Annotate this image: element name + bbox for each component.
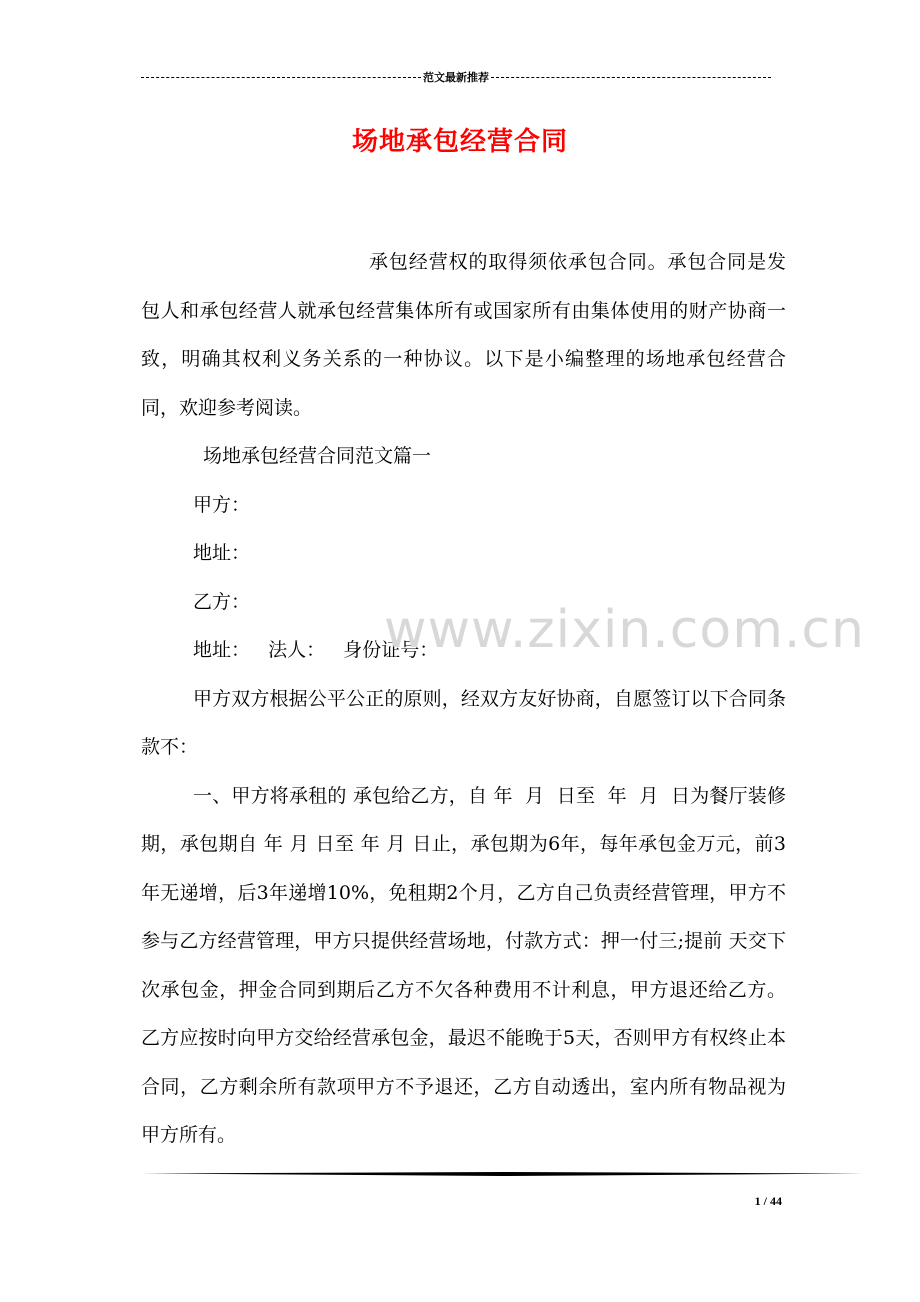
header-tag: 范文最新推荐 xyxy=(423,71,489,84)
header-dash-right xyxy=(491,77,771,78)
field-party-b: 乙方： xyxy=(193,590,251,613)
clause-one-paragraph: 一、甲方将承租的 承包给乙方，自 年 月 日至 年 月 日为餐厅装修期，承包期自 年 月 日至 年 月 日止，承包期为6年，每年承包金万元，前3年无递增，后3年递增10%，免租期2个月，乙方自己负责经营管理，甲方不参与乙方经营管理，甲方只提供经营场地，付款方式：押一付三;提前 天交下次承包金，押金合同到期后乙方不欠各种费用不计利息，甲方退还给乙方。乙方应按时向甲方交给经营承包金，最迟不能晚于5天，否则甲方有权终止本合同，乙方剩余所有款项甲方不予退还，乙方自动透出，室内所有物品视为甲方所有。 xyxy=(141,784,786,1146)
document-title: 场地承包经营合同 xyxy=(351,127,568,157)
field-party-a: 甲方： xyxy=(193,493,251,516)
document-body xyxy=(141,238,786,1160)
header-dash-left xyxy=(141,77,421,78)
page-header xyxy=(141,70,771,84)
intro-paragraph: 承包经营权的取得须依承包合同。承包合同是发包人和承包经营人就承包经营集体所有或国家所有由集体使用的财产协商一致，明确其权利义务关系的一种协议。以下是小编整理的场地承包经营合同，欢迎参考阅读。 xyxy=(141,251,786,419)
section-title: 场地承包经营合同范文篇一 xyxy=(203,445,432,467)
footer-rule-line xyxy=(141,1172,864,1176)
watermark: www.zixin.com.cn xyxy=(384,600,865,660)
field-address-legal-id: 地址： 法人： 身份证号： xyxy=(193,639,439,661)
page-number: 1 / 44 xyxy=(754,1194,782,1208)
footer-rule xyxy=(141,1172,864,1176)
field-address-a: 地址： xyxy=(193,542,251,564)
agreement-paragraph: 甲方双方根据公平公正的原则，经双方友好协商，自愿签订以下合同条款不： xyxy=(141,687,786,758)
